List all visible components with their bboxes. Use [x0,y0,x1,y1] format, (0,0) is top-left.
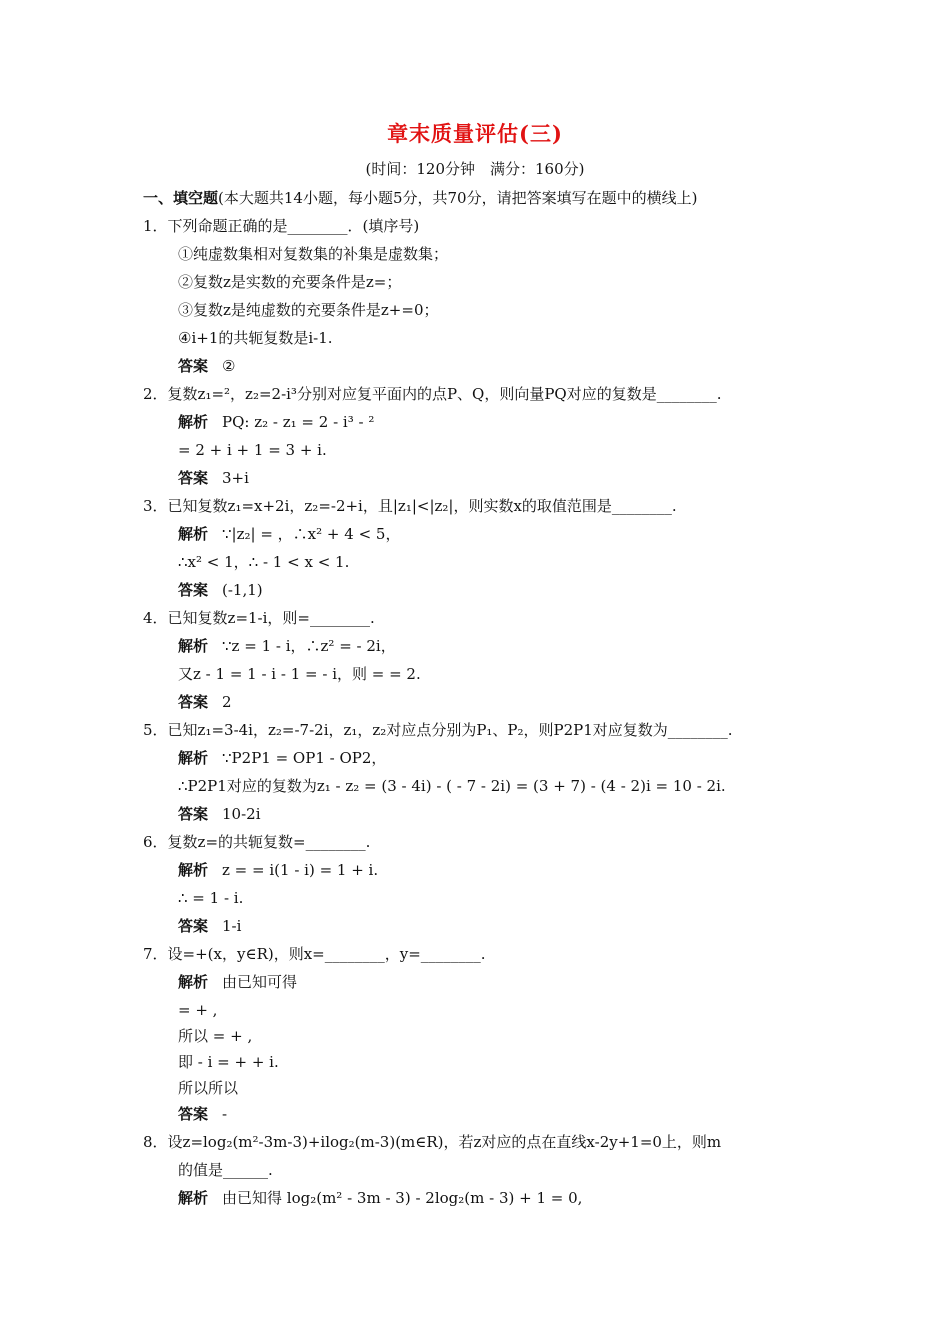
question-5-analysis [143,744,823,772]
question-3-answer [143,576,823,604]
answer-tag: 答案 [178,469,209,487]
exam-info: (时间：120分钟 满分：160分) [365,160,585,178]
answer-tag: 答案 [178,581,209,599]
question-5-answer [143,800,823,828]
answer-text: 1-i [222,917,242,935]
analysis-tag: 解析 [178,525,209,543]
question-7-answer [143,1100,823,1128]
analysis-tag: 解析 [178,413,209,431]
question-1: 1．下列命题正确的是________．(填序号) [143,217,420,235]
answer-tag: 答案 [178,357,209,375]
question-1-option-1: ①纯虚数集相对复数集的补集是虚数集； [178,245,449,263]
answer-tag: 答案 [178,805,209,823]
question-2-analysis [143,408,823,436]
analysis-text: 由已知得 log₂(m² - 3m - 3) - 2log₂(m - 3) + 1 = 0, [222,1189,583,1207]
question-3: 3．已知复数z₁=x+2i，z₂=-2+i，且|z₁|<|z₂|，则实数x的取值范围是________. [143,497,677,515]
question-1-option-3: ③复数z是纯虚数的充要条件是z+=0； [178,301,439,319]
answer-text: - [222,1105,228,1123]
question-1-option-2: ②复数z是实数的充要条件是z=； [178,273,402,291]
analysis-tag: 解析 [178,637,209,655]
analysis-tag: 解析 [178,973,209,991]
answer-tag: 答案 [178,693,209,711]
question-6: 6．复数z=的共轭复数=________. [143,833,371,851]
question-3-analysis [143,520,823,548]
answer-tag: 答案 [178,1105,209,1123]
analysis-tag: 解析 [178,1189,209,1207]
answer-text: 3+i [222,469,249,487]
analysis-text: 由已知可得 [222,973,298,991]
analysis-text: ∵z = 1 - i，∴z² = - 2i， [222,637,396,655]
question-5: 5．已知z₁=3-4i，z₂=-7-2i，z₁，z₂对应点分别为P₁、P₂，则P2P1对应复数为________. [143,721,733,739]
analysis-text: ∵|z₂| = ，∴x² + 4 < 5， [222,525,401,543]
question-8-analysis [143,1184,823,1212]
analysis-text: ∵P2P1 = OP1 - OP2， [222,749,387,767]
question-6-analysis [143,856,823,884]
section-description: (本大题共14小题，每小题5分，共70分，请把答案填写在题中的横线上) [218,189,698,207]
question-7-analysis-cont-4: 所以所以 [178,1079,239,1097]
question-2-answer [143,464,823,492]
analysis-text: PQ: z₂ - z₁ = 2 - i³ - ² [222,413,375,431]
question-5-analysis-cont: ∴P2P1对应的复数为z₁ - z₂ = (3 - 4i) - ( - 7 - 2i) = (3 + 7) - (4 - 2)i = 10 - 2i. [178,777,726,795]
question-8: 8．设z=log₂(m²-3m-3)+ilog₂(m-3)(m∈R)，若z对应的点在直线x-2y+1=0上，则m [143,1133,722,1151]
question-7: 7．设=+(x，y∈R)，则x=________，y=________. [143,945,486,963]
answer-tag: 答案 [178,917,209,935]
section-heading [143,184,823,212]
question-2-analysis-cont: = 2 + i + 1 = 3 + i. [178,441,327,459]
document-body [143,184,823,1212]
answer-text: ② [222,357,236,375]
question-2: 2．复数z₁=²，z₂=2-i³分别对应复平面内的点P、Q，则向量PQ对应的复数是________. [143,385,722,403]
question-7-analysis-cont-3: 即 - i = + + i. [178,1053,279,1071]
answer-text: 10-2i [222,805,261,823]
question-4-analysis [143,632,823,660]
question-7-analysis [143,968,823,996]
question-6-analysis-cont: ∴ = 1 - i. [178,889,244,907]
question-7-analysis-cont-2: 所以 = + , [178,1027,253,1045]
page-title: 章末质量评估(三) [387,121,563,146]
analysis-tag: 解析 [178,749,209,767]
question-4-analysis-cont: 又z - 1 = 1 - i - 1 = - i，则 = = 2. [178,665,421,683]
question-6-answer [143,912,823,940]
analysis-text: z = = i(1 - i) = 1 + i. [222,861,379,879]
question-8-cont: 的值是______. [178,1161,273,1179]
answer-text: 2 [222,693,232,711]
question-4: 4．已知复数z=1-i，则=________. [143,609,375,627]
question-3-analysis-cont: ∴x² < 1，∴ - 1 < x < 1. [178,553,350,571]
question-1-answer [143,352,823,380]
question-7-analysis-cont-1: = + , [178,1001,218,1019]
question-4-answer [143,688,823,716]
section-label: 一、填空题 [143,189,219,207]
answer-text: (-1,1) [222,581,263,599]
analysis-tag: 解析 [178,861,209,879]
question-1-option-4: ④i+1的共轭复数是i-1. [178,329,333,347]
